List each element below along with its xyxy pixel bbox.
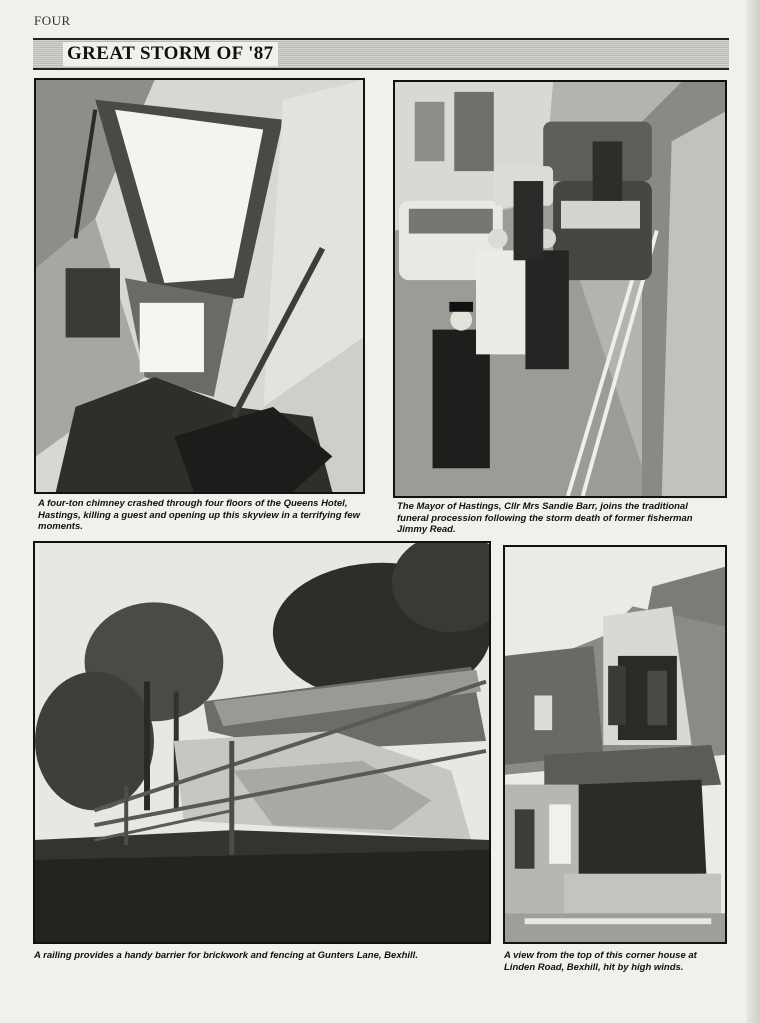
page-edge bbox=[746, 0, 760, 1023]
photo-funeral-procession bbox=[393, 80, 727, 498]
caption-funeral-procession: The Mayor of Hastings, Cllr Mrs Sandie Barr, joins the traditional funeral procession following the storm death of former fisherman Jimmy Read. bbox=[397, 501, 693, 535]
caption-queens-hotel: A four-ton chimney crashed through four floors of the Queens Hotel, Hastings, killing a guest and opening up this skyview in a terrifying few moments. bbox=[38, 498, 361, 532]
photo-linden-road-house bbox=[503, 545, 727, 944]
section-banner bbox=[33, 38, 729, 70]
caption-gunters-lane: A railing provides a handy barrier for brickwork and fencing at Gunters Lane, Bexhill. bbox=[34, 950, 418, 961]
page-number-label: FOUR bbox=[34, 13, 71, 28]
banner-title: GREAT STORM OF '87 bbox=[63, 42, 278, 66]
photo-queens-hotel-skyview bbox=[34, 78, 365, 494]
photo-gunters-lane-railing bbox=[33, 541, 491, 944]
caption-linden-road: A view from the top of this corner house at Linden Road, Bexhill, hit by high winds. bbox=[504, 950, 697, 973]
